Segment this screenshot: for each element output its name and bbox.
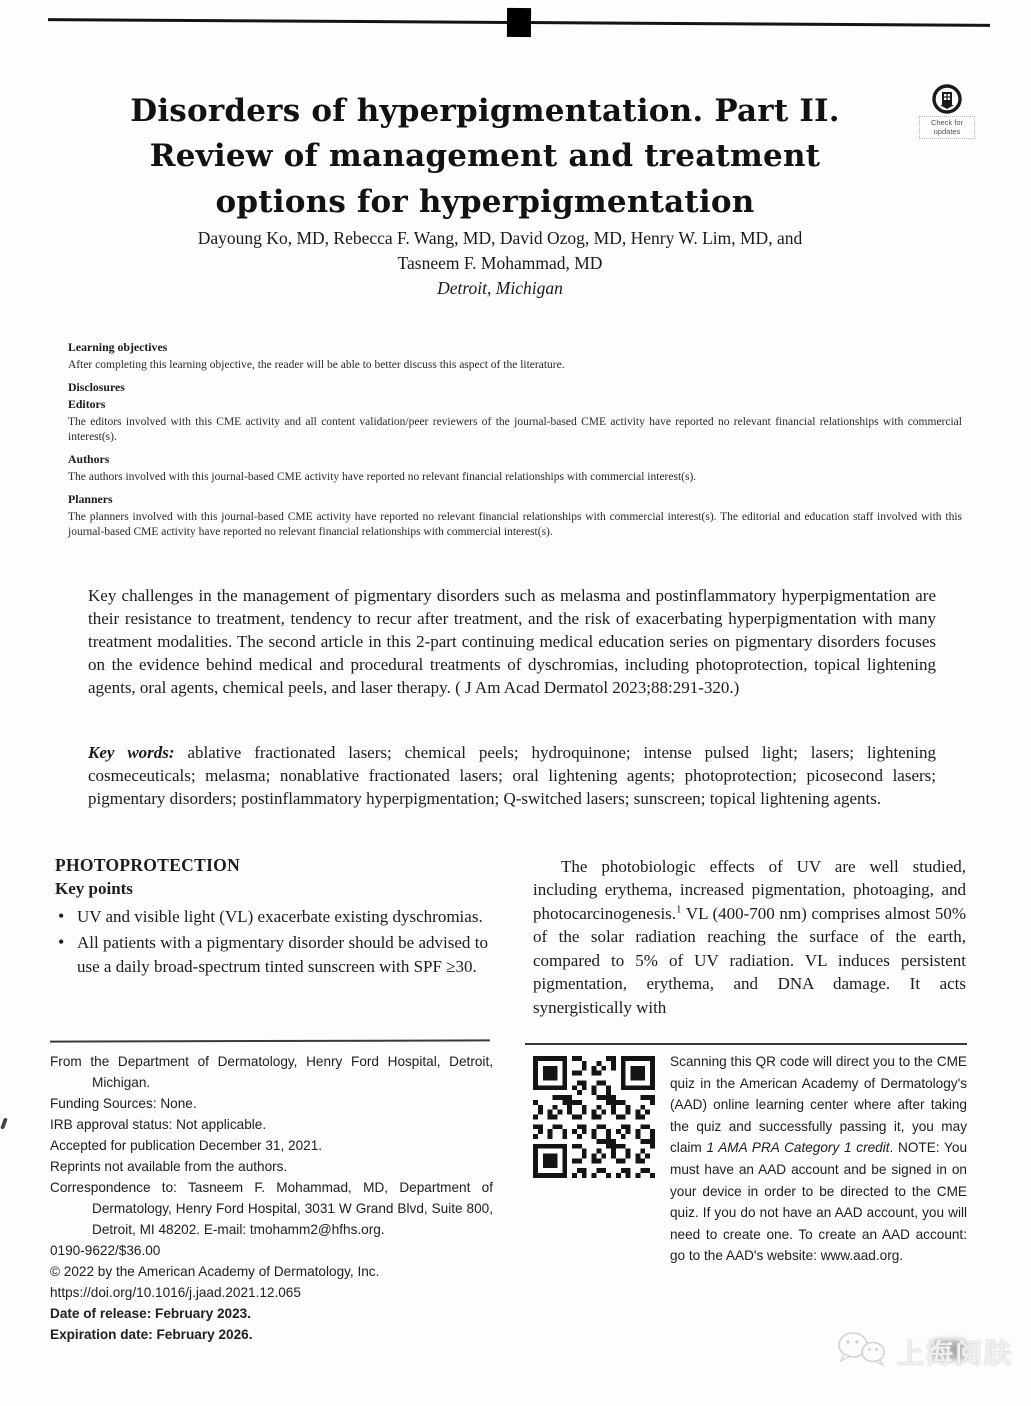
crossmark-icon bbox=[932, 84, 962, 114]
abstract-text: Key challenges in the management of pigmentary disorders such as melasma and postinflammatory hyperpigmentation are their resistance to treatment, tendency to recur after treatment, and the risk of exacerbating hyperpigmentation with many treatment modalities. The second article in this 2-part continuing medical education series on pigmentary disorders focuses on the evidence behind medical and procedural treatments of dyschromias, including photoprotection, topical lightening agents, oral agents, chemical peels, and laser therapy. ( J Am Acad Dermatol 2023;88:291-320.) bbox=[88, 586, 936, 698]
authors-disclosure-text: The authors involved with this journal-based CME activity have reported no relevant financial relationships with commercial interest(s). bbox=[68, 470, 697, 483]
right-column bbox=[533, 855, 966, 1019]
footnote-release-date: Date of release: February 2023. bbox=[50, 1306, 251, 1321]
abstract bbox=[88, 584, 936, 700]
authors-disclosure-heading: Authors bbox=[68, 452, 110, 467]
check-for-updates-badge[interactable] bbox=[919, 84, 975, 139]
key-point-item: • All patients with a pigmentary disorder should be advised to use a daily broad-spectrum tinted sunscreen with SPF ≥30. bbox=[55, 931, 488, 978]
learning-objectives-heading: Learning objectives bbox=[68, 340, 168, 354]
left-column bbox=[55, 855, 488, 981]
qr-text-part: Scanning this QR code will direct you to the CME quiz in the American Academy of Dermatology's (AAD) online learning center where after taking the quiz and successfully passing it, you may claim bbox=[670, 1054, 967, 1156]
obscured-page-number bbox=[932, 1340, 966, 1360]
body-text: The photobiologic effects of UV are well studied, including erythema, increased pigmentation, photoaging, and photocarcinogenesis. bbox=[533, 857, 966, 923]
title-line-2: Review of management and treatment bbox=[149, 138, 821, 175]
learning-objectives-text: After completing this learning objective, the reader will be able to better discuss this aspect of the literature. bbox=[68, 358, 565, 371]
keywords bbox=[88, 741, 936, 810]
photoprotection-heading: PHOTOPROTECTION bbox=[55, 855, 241, 875]
footnote-irb: IRB approval status: Not applicable. bbox=[50, 1117, 267, 1132]
rule-center-square bbox=[507, 8, 531, 37]
qr-text-credit: 1 AMA PRA Category 1 credit bbox=[706, 1140, 890, 1156]
footnote-issn-price: 0190-9622/$36.00 bbox=[50, 1243, 161, 1258]
qr-instructions-text bbox=[670, 1051, 967, 1267]
cme-disclosure-block bbox=[68, 340, 962, 540]
footnote-accepted: Accepted for publication December 31, 2021. bbox=[50, 1138, 323, 1153]
key-point-item: • UV and visible light (VL) exacerbate existing dyschromias. bbox=[55, 905, 488, 928]
watermark-text: 上海阅肤 bbox=[897, 1339, 1013, 1369]
footnote-expiration-date: Expiration date: February 2026. bbox=[50, 1327, 253, 1342]
author-line-2: Tasneem F. Mohammad, MD bbox=[397, 252, 603, 273]
footnote-rule-left bbox=[50, 1039, 490, 1042]
keywords-text: ablative fractionated lasers; chemical peels; hydroquinone; intense pulsed light; lasers; lightening cosmeceuticals; melasma; nonablative fractionated lasers; oral lightening agents; photoprotection; picosecond lasers; pigmentary disorders; postinflammatory hyperpigmentation; Q-switched lasers; sunscreen; topical lightening agents. bbox=[88, 743, 936, 809]
footnote-doi: https://doi.org/10.1016/j.jaad.2021.12.065 bbox=[50, 1285, 301, 1300]
editors-heading: Editors bbox=[68, 397, 106, 412]
footnote-reprints: Reprints not available from the authors. bbox=[50, 1159, 288, 1174]
qr-text-part: . NOTE: You must have an AAD account and be signed in on your device in order to be directed to the CME quiz. If you do not have an AAD account, you will need to create one. To create an AAD account: go to the AAD's website: www.aad.org. bbox=[670, 1140, 967, 1264]
footnote-rule-right bbox=[525, 1043, 967, 1045]
author-block bbox=[0, 226, 1000, 301]
qr-instructions bbox=[670, 1051, 967, 1267]
planners-text: The planners involved with this journal-based CME activity have reported no relevant financial relationships with commercial interest(s). The editorial and education staff involved with this journal-based CME activity have reported no relevant financial relationships with commercial interest(s). bbox=[68, 510, 962, 538]
footnote-funding: Funding Sources: None. bbox=[50, 1096, 197, 1111]
footnote-block bbox=[50, 1051, 493, 1345]
title-line-3: options for hyperpigmentation bbox=[215, 183, 755, 220]
reference-superscript: 1 bbox=[676, 903, 682, 916]
title-line-1: Disorders of hyperpigmentation. Part II. bbox=[130, 92, 840, 129]
author-location: Detroit, Michigan bbox=[437, 277, 563, 298]
qr-code bbox=[533, 1056, 655, 1178]
author-line-1: Dayoung Ko, MD, Rebecca F. Wang, MD, David Ozog, MD, Henry W. Lim, MD, and bbox=[197, 228, 803, 248]
key-points-list bbox=[55, 905, 488, 978]
footnote-correspondence: Correspondence to: Tasneem F. Mohammad, MD, Department of Dermatology, Henry Ford Hospital, 3031 W Grand Blvd, Suite 800, Detroit, MI 48202. E-mail: tmohamm2@hfhs.org. bbox=[50, 1180, 493, 1237]
body-text: VL (400-700 nm) comprises almost 50% of the solar radiation reaching the surface of the earth, compared to 5% of UV radiation. VL induces persistent pigmentation, erythema, and DNA damage. It acts synergistically with bbox=[533, 903, 966, 1017]
scan-artifact bbox=[0, 1118, 8, 1129]
article-title bbox=[60, 89, 910, 226]
footnote-copyright: © 2022 by the American Academy of Dermatology, Inc. bbox=[50, 1264, 380, 1279]
disclosures-heading: Disclosures bbox=[68, 379, 125, 394]
key-points-heading: Key points bbox=[55, 879, 133, 898]
editors-text: The editors involved with this CME activity and all content validation/peer reviewers of the journal-based CME activity have reported no relevant financial relationships with commercial interest(s). bbox=[68, 415, 962, 444]
keywords-label: Key words: bbox=[88, 743, 175, 762]
watermark bbox=[836, 1330, 1013, 1373]
check-for-updates-label: Check for updates bbox=[919, 116, 975, 139]
wechat-icon bbox=[836, 1330, 888, 1373]
footnote-affiliation: From the Department of Dermatology, Henry Ford Hospital, Detroit, Michigan. bbox=[50, 1054, 493, 1090]
planners-heading: Planners bbox=[68, 491, 113, 506]
body-paragraph bbox=[533, 855, 966, 1019]
decorative-top-rule bbox=[48, 18, 990, 27]
